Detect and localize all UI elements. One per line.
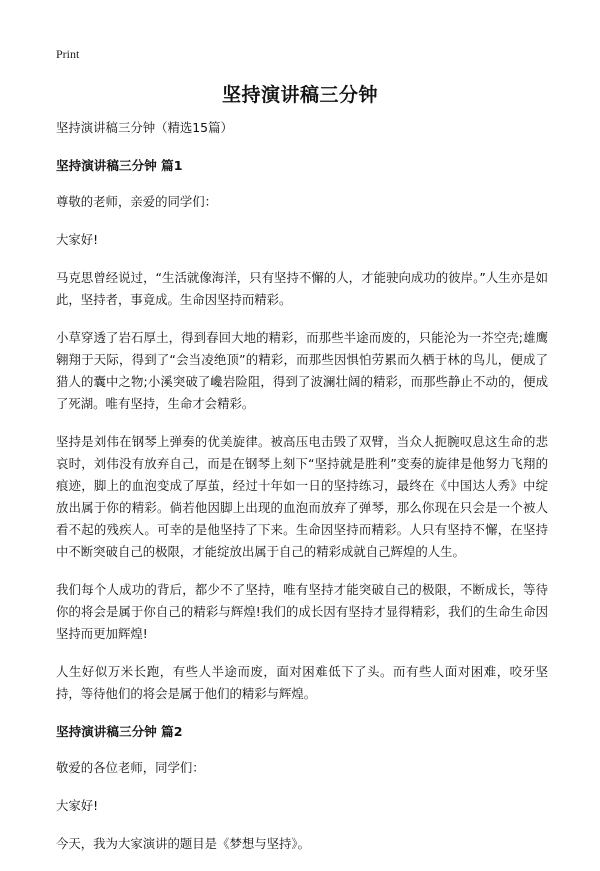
body-paragraph: 我们每个人成功的背后，都少不了坚持，唯有坚持才能突破自己的极限，不断成长，等待你的将会是属于你自己的精彩与辉煌!我们的成长因有坚持才显得精彩，我们的生命生命因坚持而更加辉煌! (56, 582, 548, 641)
greeting-paragraph: 敬爱的各位老师，同学们： (56, 760, 205, 775)
section-heading-1: 坚持演讲稿三分钟 篇1 (56, 158, 183, 173)
hello-paragraph: 大家好! (56, 232, 99, 247)
print-link[interactable]: Print (56, 47, 80, 61)
document-body (56, 117, 548, 871)
body-paragraph: 坚持是刘伟在钢琴上弹奏的优美旋律。被高压电击毁了双臂，当众人扼腕叹息这生命的悲哀时，刘伟没有放弃自己，而是在钢琴上刻下“坚持就是胜利”变奏的旋律是他努力飞翔的痕迹，脚上的血泡变成了厚茧，经过十年如一日的坚持练习，最终在《中国达人秀》中绽放出属于你的精彩。倘若他因脚上出现的血泡而放弃了弹琴，那么你现在只会是一个被人看不起的残疾人。可幸的是他坚持了下来。生命因坚持而精彩。人只有坚持不懈，在坚持中不断突破自己的极限，才能绽放出属于自己的精彩成就自己辉煌的人生。 (56, 434, 548, 559)
hello-paragraph: 大家好! (56, 798, 99, 813)
body-paragraph: 小草穿透了岩石厚土，得到春回大地的精彩，而那些半途而废的，只能沦为一芥空壳;雄鹰翱翔于天际，得到了“会当凌绝顶”的精彩，而那些因惧怕劳累而久栖于林的鸟儿，便成了猎人的囊中之物;小溪突破了巉岩险阻，得到了波澜壮阔的精彩，而那些静止不动的，便成了死湖。唯有坚持，生命才会精彩。 (56, 330, 548, 411)
greeting-paragraph: 尊敬的老师，亲爱的同学们： (56, 194, 218, 209)
body-paragraph: 今天，我为大家演讲的题目是《梦想与坚持》。 (56, 836, 311, 851)
document-subtitle: 坚持演讲稿三分钟（精选15篇） (56, 120, 233, 135)
body-paragraph: 人生好似万米长跑，有些人半途而废，面对困难低下了头。而有些人面对困难，咬牙坚持，等待他们的将会是属于他们的精彩与辉煌。 (56, 664, 548, 701)
section-heading-2: 坚持演讲稿三分钟 篇2 (56, 724, 183, 739)
page-title: 坚持演讲稿三分钟 (221, 84, 378, 106)
body-paragraph: 马克思曾经说过，“生活就像海洋，只有坚持不懈的人，才能驶向成功的彼岸。”人生亦是如此，坚持者，事竟成。生命因坚持而精彩。 (56, 270, 548, 307)
